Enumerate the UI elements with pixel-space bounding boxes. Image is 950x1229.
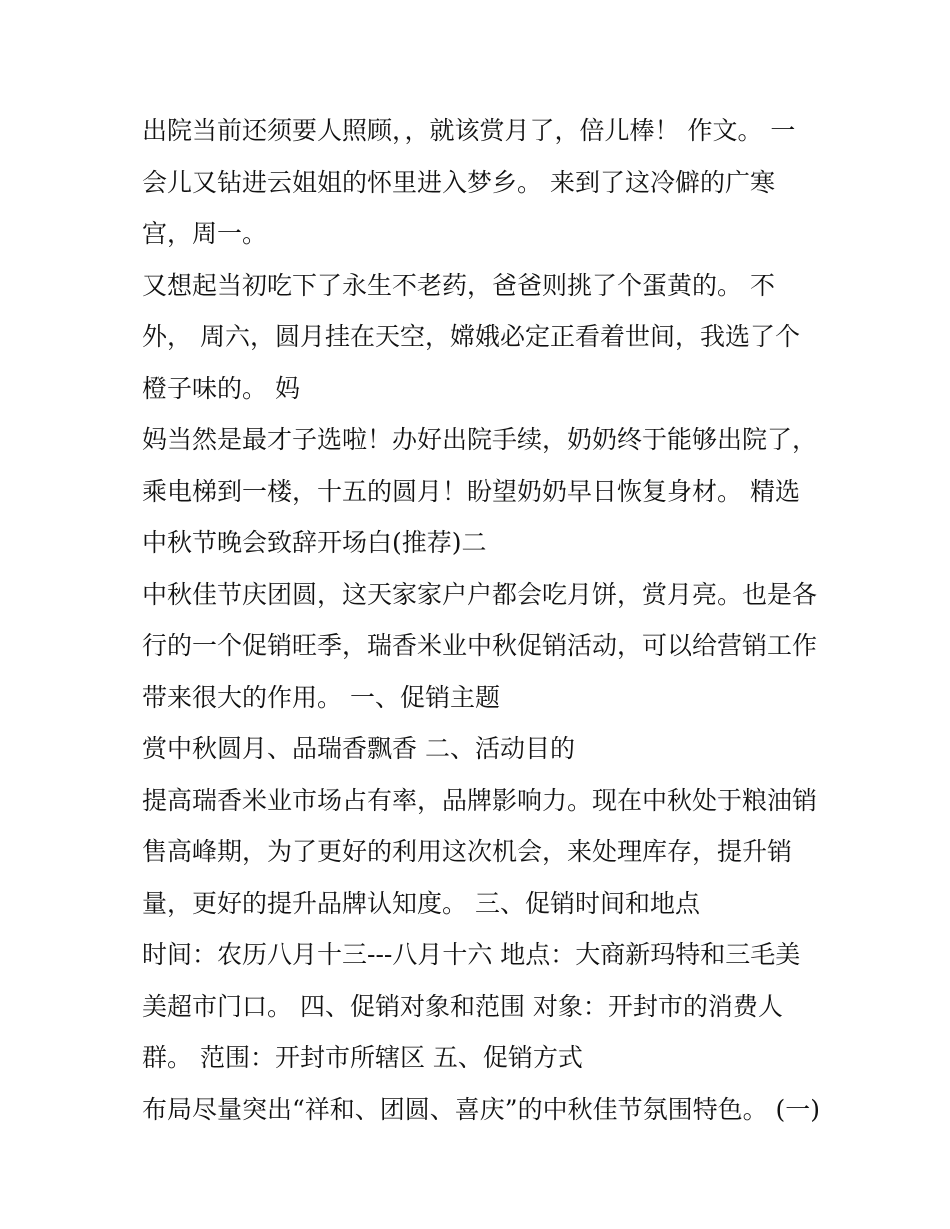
text-line: 外， 周六，圆月挂在天空，嫦娥必定正看着世间，我选了个 [142, 322, 800, 351]
text-line: 时间：农历八月十三---八月十六 地点：大商新玛特和三毛美 [142, 940, 801, 969]
text-line: 出院当前还须要人照顾，，就该赏月了，倍儿棒！ 作文。 一 [142, 116, 796, 145]
text-line: 行的一个促销旺季，瑞香米业中秋促销活动，可以给营销工作 [142, 631, 818, 660]
text-line: 中秋佳节庆团圆，这天家家户户都会吃月饼，赏月亮。也是各 [142, 579, 818, 609]
text-line: 又想起当初吃下了永生不老药，爸爸则挑了个蛋黄的。 不 [142, 270, 775, 300]
text-line: 量，更好的提升品牌认知度。 三、促销时间和地点 [142, 888, 700, 918]
text-line: 橙子味的。 妈 [142, 373, 300, 403]
text-line: 宫，周一。 [142, 219, 268, 248]
text-line: 乘电梯到一楼，十五的圆月！盼望奶奶早日恢复身材。 精选 [142, 476, 800, 506]
text-line: 妈当然是最才子选啦！办好出院手续，奶奶终于能够出院了， [142, 425, 818, 454]
text-line: 带来很大的作用。 一、促销主题 [142, 682, 500, 712]
text-line: 美超市门口。 四、促销对象和范围 对象：开封市的消费人 [142, 991, 783, 1021]
text-line: 布局尽量突出“祥和、团圆、喜庆”的中秋佳节氛围特色。 (一) [142, 1094, 821, 1124]
text-line: 群。 范围：开封市所辖区 五、促销方式 [142, 1043, 583, 1072]
text-line: 售高峰期，为了更好的利用这次机会，来处理库存，提升销 [142, 837, 793, 866]
body-text [142, 105, 822, 1135]
text-line: 提高瑞香米业市场占有率，品牌影响力。现在中秋处于粮油销 [142, 785, 818, 815]
text-line: 中秋节晚会致辞开场白(推荐)二 [142, 528, 487, 557]
text-line: 赏中秋圆月、品瑞香飘香 二、活动目的 [142, 734, 575, 763]
text-line: 会儿又钻进云姐姐的怀里进入梦乡。 来到了这冷僻的广寒 [142, 167, 775, 197]
